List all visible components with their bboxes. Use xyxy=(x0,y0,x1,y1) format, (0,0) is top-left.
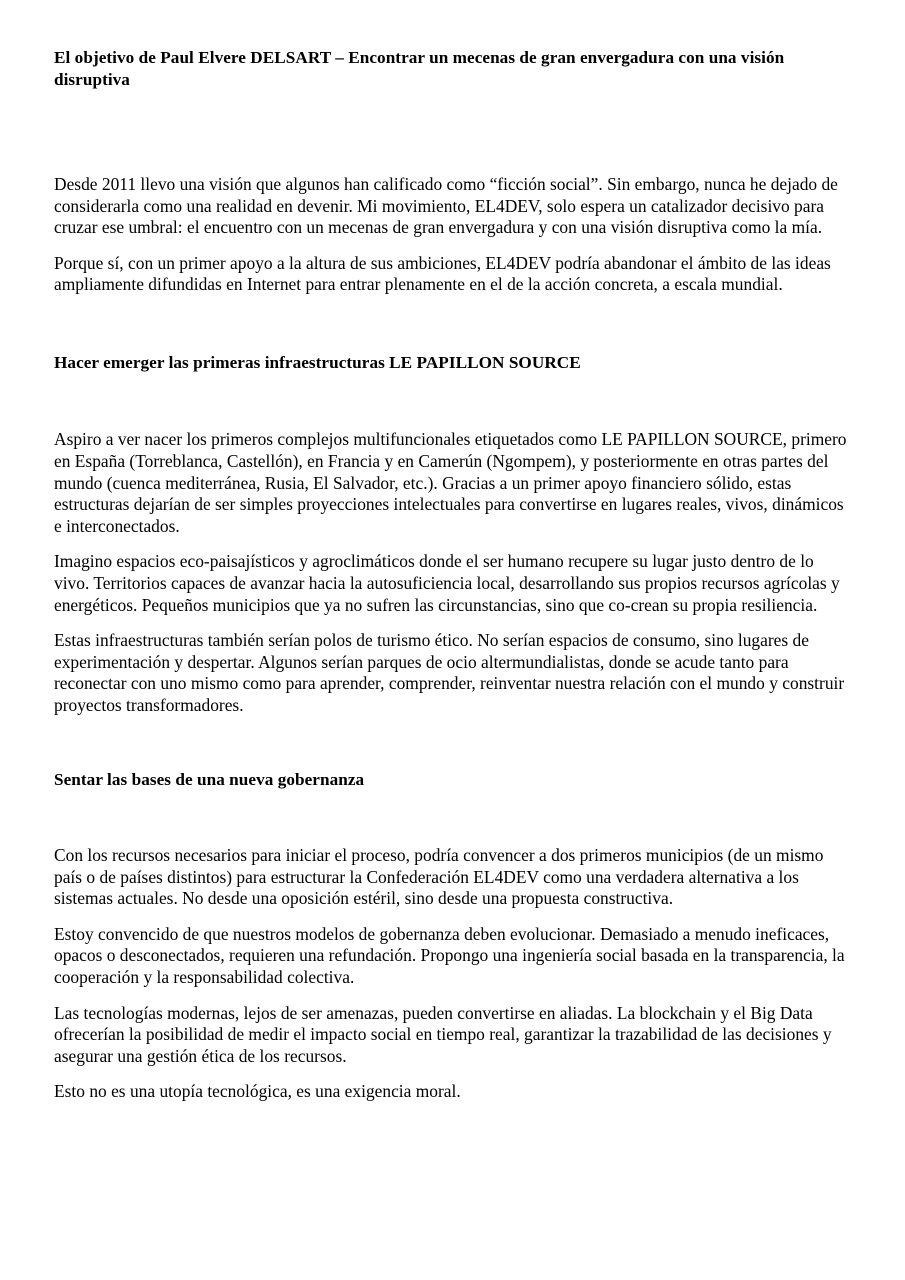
spacer-paragraph xyxy=(54,239,852,253)
spacer-paragraph xyxy=(54,616,852,630)
spacer-paragraph xyxy=(54,537,852,551)
paragraph-aspiro: Aspiro a ver nacer los primeros complejos multifuncionales etiquetados como LE PAPILLON SOURCE, primero en España (Torreblanca, Castellón), en Francia y en Camerún (Ngompem), y posteriormente en otras partes del mundo (cuenca mediterránea, Rusia, El Salvador, etc.). Gracias a un primer apoyo financiero sólido, estas estructuras dejarían de ser simples proyecciones intelectuales para convertirse en lugares reales, vivos, dinámicos e interconectados. xyxy=(54,429,847,536)
paragraph-con-los-recursos: Con los recursos necesarios para iniciar el proceso, podría convencer a dos primeros municipios (de un mismo país o de países distintos) para estructurar la Confederación EL4DEV como una verdadera alternativa a los sistemas actuales. No desde una oposición estéril, sino desde una propuesta constructiva. xyxy=(54,845,824,909)
paragraph-estoy-convencido: Estoy convencido de que nuestros modelos de gobernanza deben evolucionar. Demasiado a menudo ineficaces, opacos o desconectados, requieren una refundación. Propongo una ingeniería social basada en la transparencia, la cooperación y la responsabilidad colectiva. xyxy=(54,923,845,988)
section-heading-objetivo: El objetivo de Paul Elvere DELSART – Encontrar un mecenas de gran envergadura con una visión disruptiva xyxy=(54,48,785,89)
paragraph-desde-2011: Desde 2011 llevo una visión que algunos han calificado como “ficción social”. Sin embargo, nunca he dejado de considerarla como una realidad en devenir. Mi movimiento, EL4DEV, solo espera un catalizador decisivo para cruzar ese umbral: el encuentro con un mecenas de gran envergadura y con una visión disruptiva como la mía. xyxy=(54,174,838,238)
spacer-paragraph xyxy=(54,910,852,924)
spacer-after-heading-gobernanza xyxy=(54,790,852,845)
document-body xyxy=(54,47,852,1103)
spacer-before-heading-gobernanza xyxy=(54,717,852,769)
spacer-after-heading-papillon xyxy=(54,373,852,429)
paragraph-esto-no-es-utopia: Esto no es una utopía tecnológica, es una exigencia moral. xyxy=(54,1081,461,1102)
section-heading-papillon-source: Hacer emerger las primeras infraestructuras LE PAPILLON SOURCE xyxy=(54,352,581,372)
paragraph-las-tecnologias: Las tecnologías modernas, lejos de ser amenazas, pueden convertirse en aliadas. La blockchain y el Big Data ofrecerían la posibilidad de medir el impacto social en tiempo real, garantizar la trazabilidad de las decisiones y asegurar una gestión ética de los recursos. xyxy=(54,1002,832,1066)
spacer-paragraph xyxy=(54,989,852,1003)
paragraph-estas-infraestructuras: Estas infraestructuras también serían polos de turismo ético. No serían espacios de consumo, sino lugares de experimentación y despertar. Algunos serían parques de ocio altermundialistas, donde se acude tanto para reconectar con uno mismo como para aprender, comprender, reinventar nuestra relación con el mundo y construir proyectos transformadores. xyxy=(54,630,845,715)
paragraph-porque-si: Porque sí, con un primer apoyo a la altura de sus ambiciones, EL4DEV podría abandonar el ámbito de las ideas ampliamente difundidas en Internet para entrar plenamente en el de la acción concreta, a escala mundial. xyxy=(54,252,831,295)
paragraph-imagino: Imagino espacios eco-paisajísticos y agroclimáticos donde el ser humano recupere su lugar justo dentro de lo vivo. Territorios capaces de avanzar hacia la autosuficiencia local, desarrollando sus propios recursos agrícolas y energéticos. Pequeños municipios que ya no sufren las circunstancias, sino que co-crean su propia resiliencia. xyxy=(54,551,840,615)
spacer-before-heading-papillon xyxy=(54,296,852,352)
spacer-after-title xyxy=(54,90,852,174)
section-heading-gobernanza: Sentar las bases de una nueva gobernanza xyxy=(54,769,365,789)
spacer-paragraph xyxy=(54,1067,852,1081)
